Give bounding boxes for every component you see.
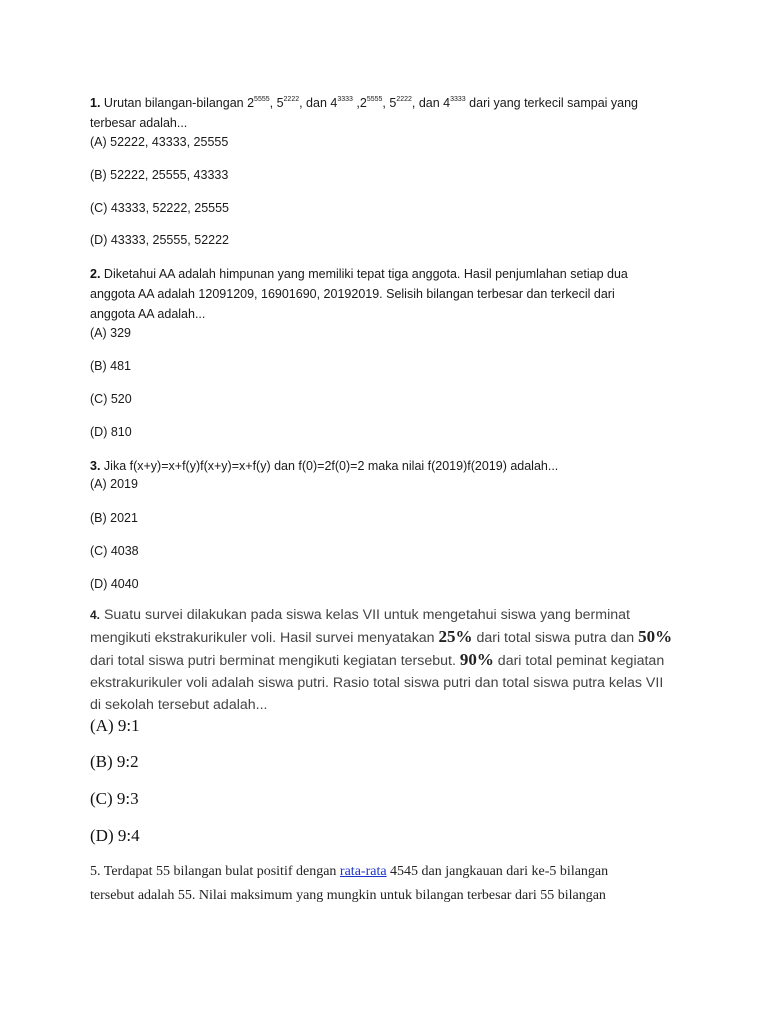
- question-5-line-2: tersebut adalah 55. Nilai maksimum yang mungkin untuk bilangan terbesar dari 55 bilangan: [90, 888, 606, 903]
- percent-90: 90%: [459, 650, 494, 669]
- question-2-line-3: anggota AA adalah...: [90, 307, 206, 321]
- q3-option-b: (B) 2021: [90, 511, 138, 525]
- question-5: [90, 860, 690, 908]
- q2-option-a: (A) 329: [90, 326, 131, 340]
- q4-option-d: (D) 9:4: [90, 826, 140, 845]
- q3-option-d: (D) 4040: [90, 577, 139, 591]
- question-1-line-2: terbesar adalah...: [90, 116, 188, 130]
- q2-option-b: (B) 481: [90, 359, 131, 373]
- question-2: [90, 264, 710, 324]
- question-3-line-1: 3. Jika f(x+y)=x+f(y)f(x+y)=x+f(y) dan f(0)=2f(0)=2 maka nilai f(2019)f(2019) adalah...: [90, 459, 559, 473]
- q3-option-c: (C) 4038: [90, 544, 139, 558]
- q2-option-c: (C) 520: [90, 392, 132, 406]
- question-5-line-1: 5. Terdapat 55 bilangan bulat positif dengan rata-rata 4545 dan jangkauan dari ke-5 bilangan: [90, 864, 609, 879]
- question-4-line-2: mengikuti ekstrakurikuler voli. Hasil survei menyatakan 25% dari total siswa putra dan 50%: [90, 627, 673, 646]
- question-3: [90, 456, 690, 476]
- q3-option-a: (A) 2019: [90, 477, 138, 491]
- question-1: [90, 93, 690, 133]
- q1-option-c: (C) 43333, 52222, 25555: [90, 201, 229, 215]
- q1-option-b: (B) 52222, 25555, 43333: [90, 168, 229, 182]
- percent-25: 25%: [438, 627, 473, 646]
- q4-option-a: (A) 9:1: [90, 716, 140, 735]
- question-4-line-5: di sekolah tersebut adalah...: [90, 697, 268, 713]
- question-4-line-3: dari total siswa putri berminat mengikuti kegiatan tersebut. 90% dari total peminat kegiatan: [90, 650, 665, 669]
- rata-rata-link[interactable]: rata-rata: [339, 864, 387, 879]
- question-2-line-1: 2. Diketahui AA adalah himpunan yang memiliki tepat tiga anggota. Hasil penjumlahan setiap dua: [90, 267, 628, 281]
- question-4-line-1: 4. Suatu survei dilakukan pada siswa kelas VII untuk mengetahui siswa yang berminat: [90, 607, 630, 623]
- q2-option-d: (D) 810: [90, 425, 132, 439]
- question-2-line-2: anggota AA adalah 12091209, 16901690, 20192019. Selisih bilangan terbesar dan terkecil dari: [90, 287, 615, 301]
- percent-50: 50%: [638, 627, 673, 646]
- q1-option-a: (A) 52222, 43333, 25555: [90, 135, 229, 149]
- question-4-line-4: ekstrakurikuler voli adalah siswa putri. Rasio total siswa putri dan total siswa putra kelas VII: [90, 675, 664, 691]
- q1-option-d: (D) 43333, 25555, 52222: [90, 233, 229, 247]
- question-4: [90, 604, 690, 716]
- q4-option-b: (B) 9:2: [90, 752, 139, 771]
- question-1-line-1: 1. Urutan bilangan-bilangan $2^{5555}$, $5^{2222}$, dan $4^{3333}$ $,2^{5555}$, $5^{2222}$, dan $4^{3333}$ dari yang terkecil sampai yang: [90, 96, 639, 110]
- q4-option-c: (C) 9:3: [90, 789, 139, 808]
